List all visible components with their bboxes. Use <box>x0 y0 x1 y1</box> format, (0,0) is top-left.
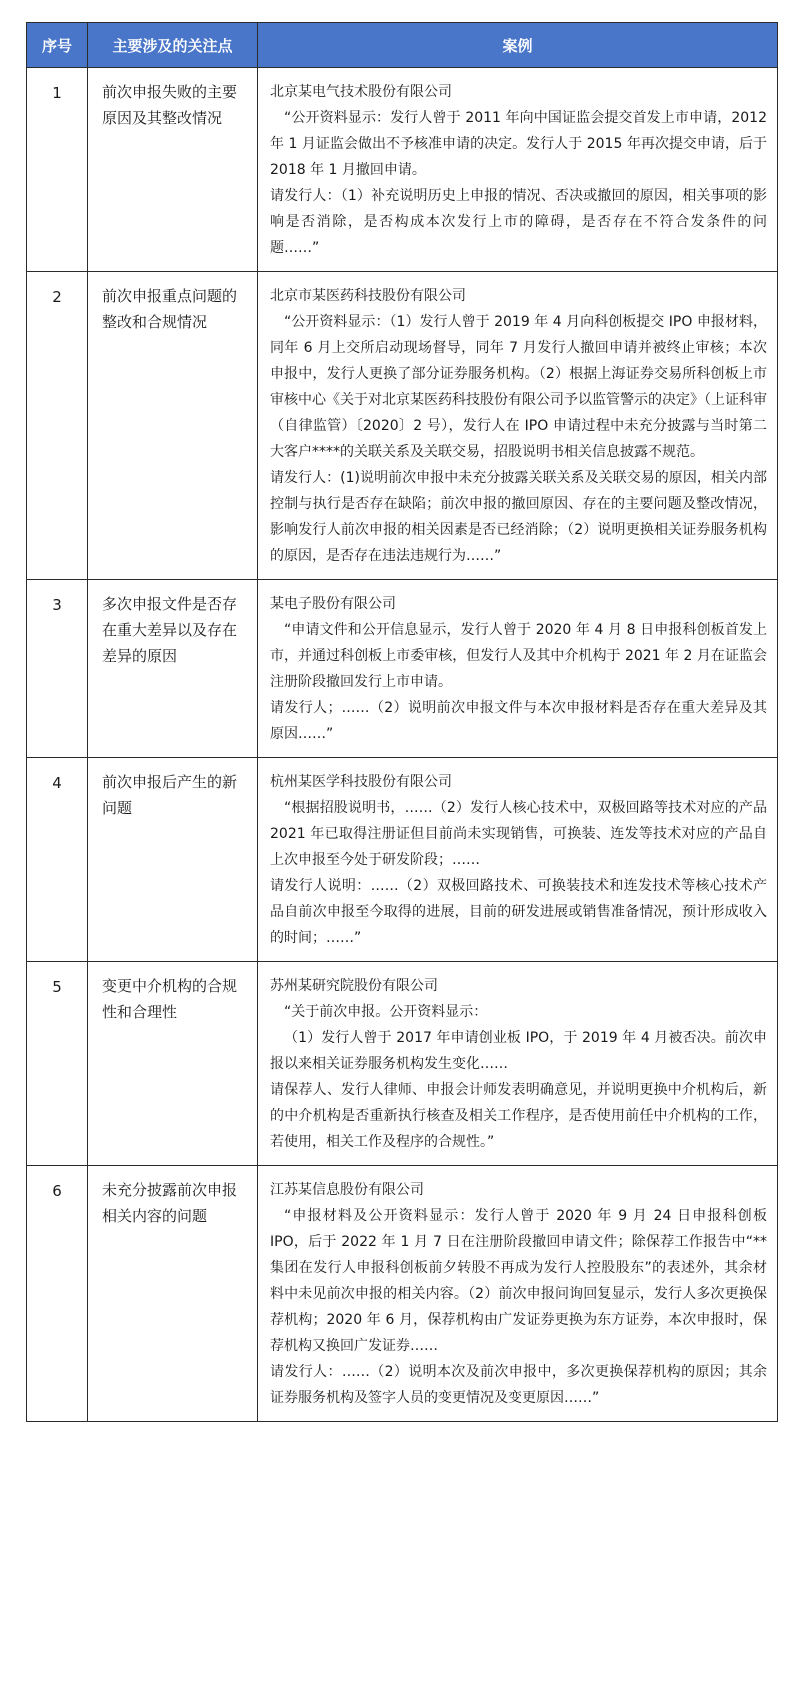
case-paragraph: 请发行人：（1）补充说明历史上申报的情况、否决或撤回的原因，相关事项的影响是否消除，是否构成本次发行上市的障碍，是否存在不符合发条件的问题……” <box>270 188 767 256</box>
table-row <box>27 962 778 1166</box>
case-paragraph: 请发行人：……（2）说明本次及前次申报中，多次更换保荐机构的原因；其余证券服务机构及签字人员的变更情况及变更原因……” <box>270 1364 767 1406</box>
case-paragraph: 请发行人：(1)说明前次申报中未充分披露关联关系及关联交易的原因，相关内部控制与执行是否存在缺陷；前次申报的撤回原因、存在的主要问题及整改情况，影响发行人前次申报的相关因素是否已经消除；（2）说明更换相关证券服务机构的原因，是否存在违法违规行为……” <box>270 470 767 564</box>
table-header <box>27 23 778 68</box>
case-paragraph: （1）发行人曾于 2017 年申请创业板 IPO，于 2019 年 4 月被否决。前次申报以来相关证券服务机构发生变化…… <box>270 1030 767 1072</box>
row-index: 5 <box>27 962 88 1166</box>
company-name: 江苏某信息股份有限公司 <box>270 1182 424 1198</box>
case-paragraph: “根据招股说明书，……（2）发行人核心技术中，双极回路等技术对应的产品 2021 年已取得注册证但目前尚未实现销售，可换装、连发等技术对应的产品自上次申报至今处于研发阶段；…… <box>270 800 767 868</box>
table-body <box>27 68 778 1422</box>
company-name: 北京市某医药科技股份有限公司 <box>270 288 466 304</box>
case-table-container <box>26 22 777 1422</box>
case-table <box>26 22 778 1422</box>
company-name: 北京某电气技术股份有限公司 <box>270 84 452 100</box>
case-paragraph: “关于前次申报。公开资料显示： <box>284 1004 488 1020</box>
company-name: 某电子股份有限公司 <box>270 596 396 612</box>
table-row <box>27 68 778 272</box>
table-row <box>27 580 778 758</box>
row-index: 4 <box>27 758 88 962</box>
case-paragraph: 请发行人；……（2）说明前次申报文件与本次申报材料是否存在重大差异及其原因……” <box>270 700 767 742</box>
row-case <box>258 1166 778 1422</box>
table-row <box>27 272 778 580</box>
row-focus: 变更中介机构的合规性和合理性 <box>88 962 258 1166</box>
row-case <box>258 758 778 962</box>
row-index: 1 <box>27 68 88 272</box>
row-case <box>258 272 778 580</box>
case-paragraph: “公开资料显示：发行人曾于 2011 年向中国证监会提交首发上市申请，2012 年 1 月证监会做出不予核准申请的决定。发行人于 2015 年再次提交申请，后于 2018 年 1 月撤回申请。 <box>270 110 767 178</box>
row-index: 2 <box>27 272 88 580</box>
company-name: 苏州某研究院股份有限公司 <box>270 978 438 994</box>
case-paragraph: 请发行人说明：……（2）双极回路技术、可换装技术和连发技术等核心技术产品自前次申报至今取得的进展，目前的研发进展或销售准备情况，预计形成收入的时间；……” <box>270 878 767 946</box>
row-case <box>258 962 778 1166</box>
header-index: 序号 <box>27 23 88 68</box>
row-focus: 未充分披露前次申报相关内容的问题 <box>88 1166 258 1422</box>
row-index: 6 <box>27 1166 88 1422</box>
header-row <box>27 23 778 68</box>
row-focus: 前次申报后产生的新问题 <box>88 758 258 962</box>
row-index: 3 <box>27 580 88 758</box>
case-paragraph: “申报材料及公开资料显示：发行人曾于 2020 年 9 月 24 日申报科创板 IPO，后于 2022 年 1 月 7 日在注册阶段撤回申请文件；除保荐工作报告中“**集团在发行人申报科创板前夕转股不再成为发行人控股股东”的表述外，其余材料中未见前次申报的相关内容。（2）前次申报问询回复显示，发行人多次更换保荐机构；2020 年 6 月，保荐机构由广发证券更换为东方证券，本次申报时，保荐机构又换回广发证券…… <box>270 1208 767 1354</box>
row-case <box>258 580 778 758</box>
table-row <box>27 1166 778 1422</box>
table-row <box>27 758 778 962</box>
header-case: 案例 <box>258 23 778 68</box>
row-case <box>258 68 778 272</box>
row-focus: 前次申报失败的主要原因及其整改情况 <box>88 68 258 272</box>
company-name: 杭州某医学科技股份有限公司 <box>270 774 452 790</box>
case-paragraph: “申请文件和公开信息显示，发行人曾于 2020 年 4 月 8 日申报科创板首发上市，并通过科创板上市委审核，但发行人及其中介机构于 2021 年 2 月在证监会注册阶段撤回发行上市申请。 <box>270 622 767 690</box>
row-focus: 多次申报文件是否存在重大差异以及存在差异的原因 <box>88 580 258 758</box>
header-focus: 主要涉及的关注点 <box>88 23 258 68</box>
row-focus: 前次申报重点问题的整改和合规情况 <box>88 272 258 580</box>
case-paragraph: “公开资料显示：（1）发行人曾于 2019 年 4 月向科创板提交 IPO 申报材料，同年 6 月上交所启动现场督导，同年 7 月发行人撤回申请并被终止审核；本次申报中，发行人更换了部分证券服务机构。（2）根据上海证券交易所科创板上市审核中心《关于对北京某医药科技股份有限公司予以监管警示的决定》（上证科审（自律监管）〔2020〕2 号），发行人在 IPO 申请过程中未充分披露与当时第二大客户****的关联关系及关联交易，招股说明书相关信息披露不规范。 <box>270 314 767 460</box>
case-paragraph: 请保荐人、发行人律师、申报会计师发表明确意见，并说明更换中介机构后，新的中介机构是否重新执行核查及相关工作程序，是否使用前任中介机构的工作，若使用，相关工作及程序的合规性。” <box>270 1082 767 1150</box>
